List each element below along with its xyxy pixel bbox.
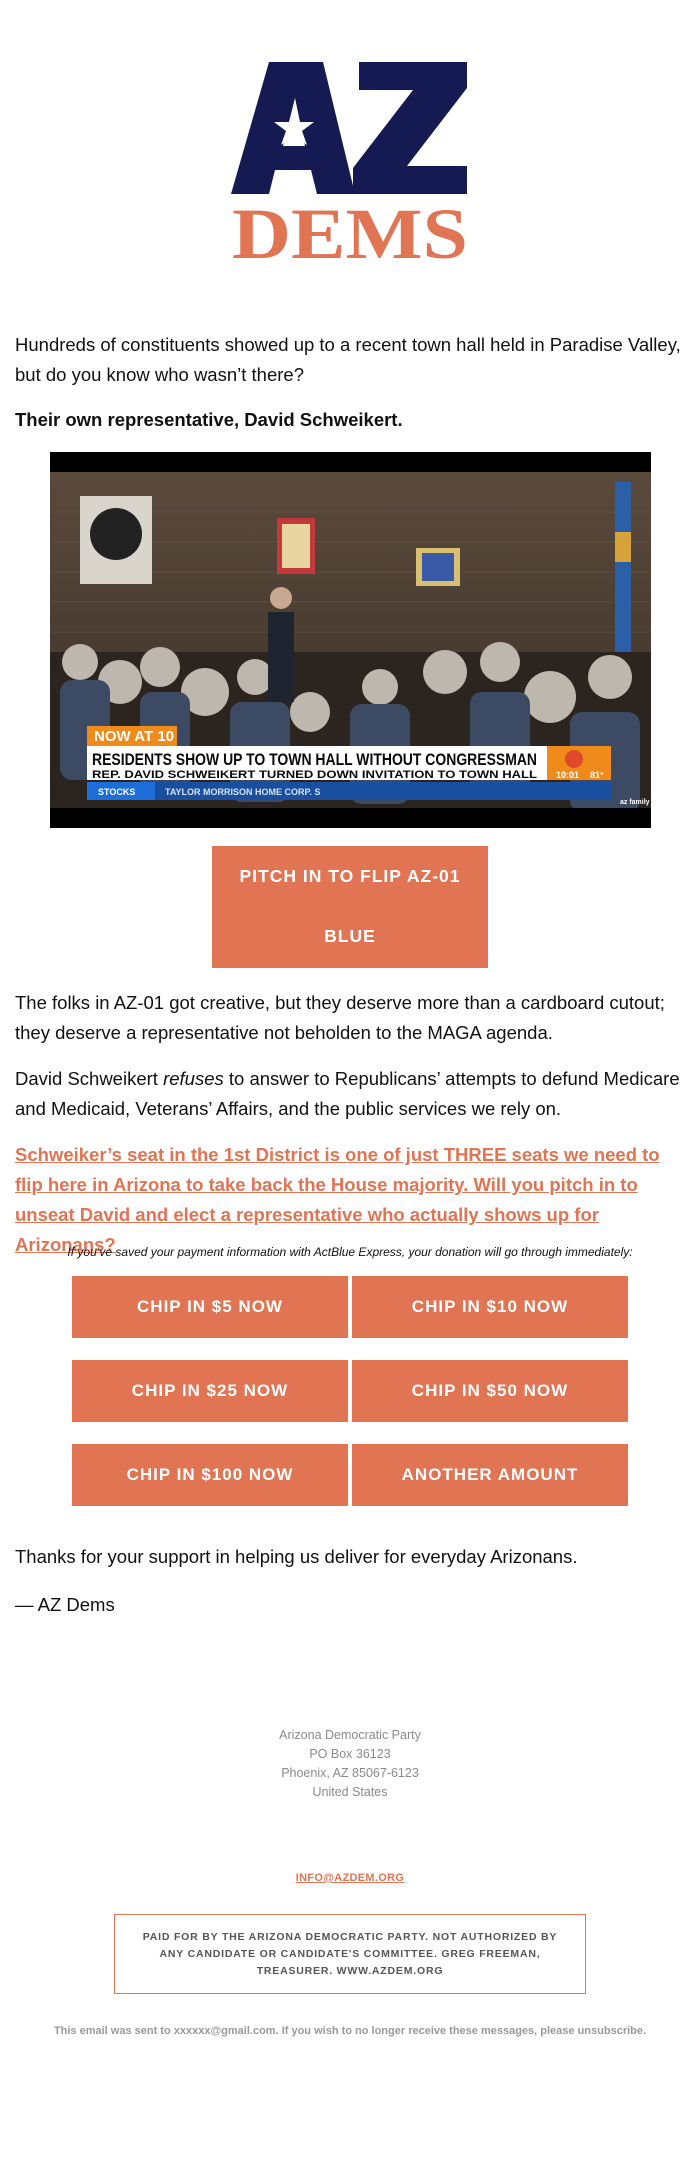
video-thumbnail[interactable] — [50, 452, 651, 828]
donate-100-button[interactable]: CHIP IN $100 NOW — [72, 1444, 348, 1506]
mailing-address — [0, 1726, 700, 1802]
unsubscribe-footer[interactable]: This email was sent to xxxxxx@gmail.com. If you wish to no longer receive these messages, please unsubscribe. — [53, 2025, 647, 2037]
intro-paragraph: Hundreds of constituents showed up to a recent town hall held in Paradise Valley, but do you know who wasn’t there? — [15, 334, 681, 385]
address-line: Phoenix, AZ 85067-6123 — [281, 1766, 419, 1780]
ticker-text: TAYLOR MORRISON HOME CORP. S — [165, 787, 321, 797]
az-dems-logo — [231, 62, 469, 262]
donate-25-button[interactable]: CHIP IN $25 NOW — [72, 1360, 348, 1422]
donate-5-button[interactable]: CHIP IN $5 NOW — [72, 1276, 348, 1338]
news-subhead: REP. DAVID SCHWEIKERT TURNED DOWN INVITATION TO TOWN HALL — [92, 769, 538, 781]
news-temp: 81° — [590, 770, 604, 780]
logo-letter-z — [353, 62, 467, 194]
news-time: 10:01 — [556, 770, 580, 780]
bold-callout: Their own representative, David Schweikert. — [15, 409, 403, 430]
paragraph-cardboard: The folks in AZ-01 got creative, but they deserve more than a cardboard cutout; they deserve a representative not beholden to the MAGA agenda. — [15, 992, 665, 1043]
donate-link-paragraph[interactable]: Schweiker’s seat in the 1st District is one of just THREE seats we need to flip here in Arizona to take back the House majority. Will you pitch in to unseat David and elect a representative who actually shows up for Arizonans? — [15, 1144, 660, 1255]
donate-other-button[interactable]: ANOTHER AMOUNT — [352, 1444, 628, 1506]
flip-az01-button[interactable] — [212, 846, 488, 968]
weather-icon — [565, 750, 583, 768]
address-line: PO Box 36123 — [309, 1747, 391, 1761]
contact-email-link[interactable]: INFO@AZDEM.ORG — [295, 1872, 405, 1884]
address-line: Arizona Democratic Party — [279, 1728, 421, 1742]
address-line: United States — [312, 1785, 388, 1799]
thanks-paragraph: Thanks for your support in helping us deliver for everyday Arizonans. — [15, 1546, 578, 1567]
emphasis-refuses: refuses — [163, 1068, 224, 1089]
flip-az01-label-line1: PITCH IN TO FLIP AZ-01 — [239, 866, 461, 886]
signoff: — AZ Dems — [15, 1594, 115, 1615]
paid-for-disclaimer: PAID FOR BY THE ARIZONA DEMOCRATIC PARTY. NOT AUTHORIZED BY ANY CANDIDATE OR CANDIDATE'S COMMITTEE. GREG FREEMAN, TREASURER. WWW.AZDEM.ORG — [114, 1914, 586, 1994]
donate-10-button[interactable]: CHIP IN $10 NOW — [352, 1276, 628, 1338]
logo-dems: DEMS — [232, 194, 468, 262]
paragraph-refuses: David Schweikert refuses to answer to Republicans’ attempts to defund Medicare and Medicaid, Veterans’ Affairs, and the public services we rely on. — [15, 1068, 680, 1119]
news-tag-text: NOW AT 10 — [94, 728, 175, 745]
ticker-label: STOCKS — [98, 787, 136, 797]
news-headline: RESIDENTS SHOW UP TO TOWN HALL WITHOUT CONGRESSMAN — [92, 750, 537, 769]
flip-az01-label-line2: BLUE — [324, 926, 376, 946]
actblue-note: If you’ve saved your payment information with ActBlue Express, your donation will go through immediately: — [67, 1245, 633, 1259]
station-logo: az family — [620, 799, 650, 806]
donate-50-button[interactable]: CHIP IN $50 NOW — [352, 1360, 628, 1422]
